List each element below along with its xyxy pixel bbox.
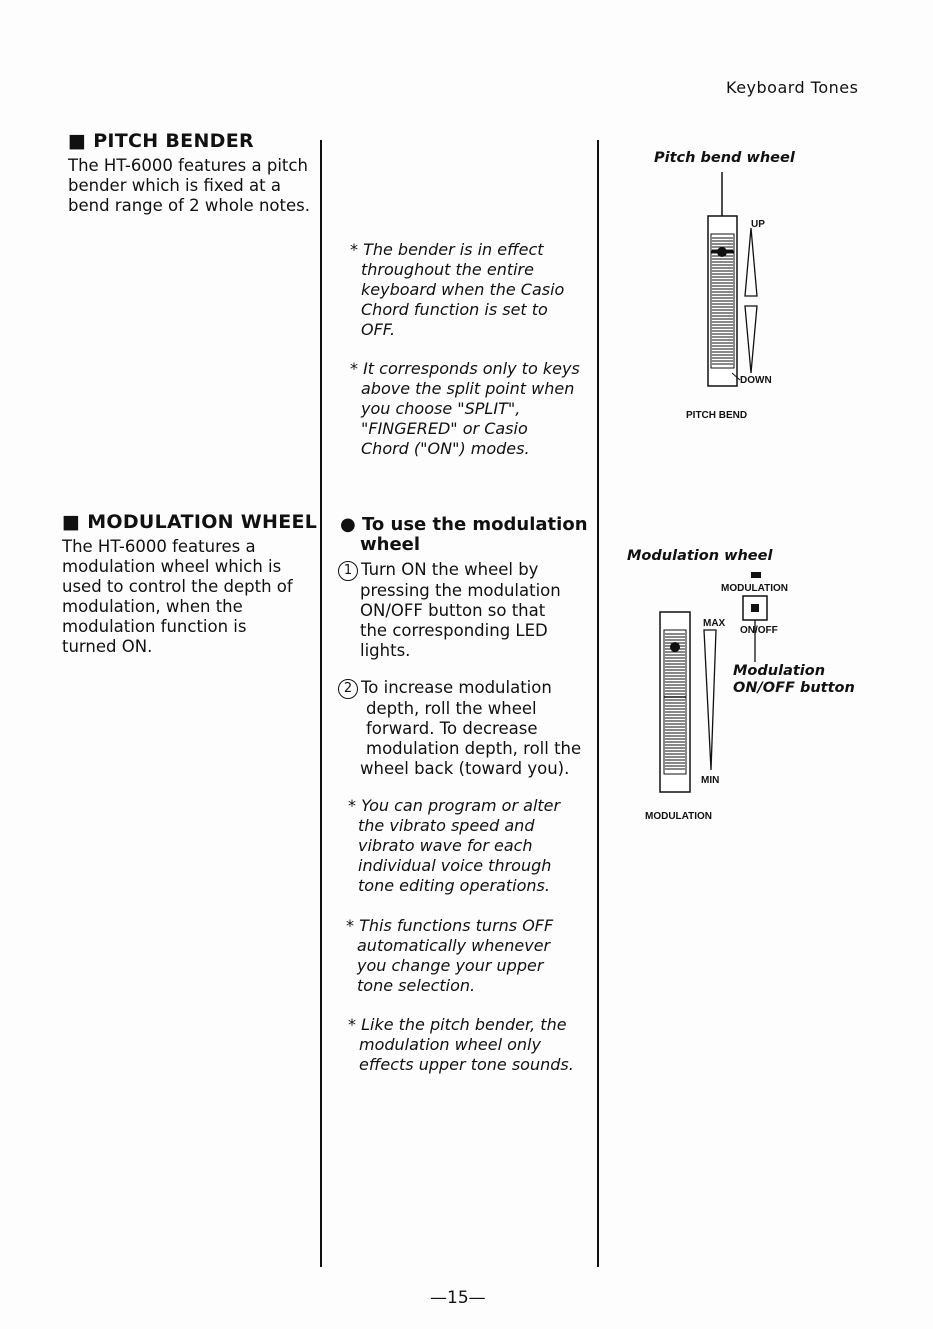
section-header: Keyboard Tones [726, 78, 859, 97]
pitch-bender-text: The HT-6000 features a pitch bender which is fixed at a bend range of 2 whole notes. [68, 156, 310, 215]
pitch-bend-diagram-title: Pitch bend wheel [654, 150, 795, 166]
modulation-note-2: * This functions turns OFF automatically whenever you change your upper tone selection. [346, 916, 554, 995]
modulation-diagram-title: Modulation wheel [627, 548, 773, 564]
mod-on-off-label: ON/OFF [740, 625, 778, 636]
pitch-up-label: UP [751, 219, 765, 230]
use-modulation-heading: ● To use the modulation wheel [340, 514, 588, 555]
modulation-bottom-label: MODULATION [645, 811, 713, 822]
bender-note-2: * It corresponds only to keys above the split point when you choose "SPLIT", "FINGERED" or Casio Chord ("ON") modes. [350, 359, 580, 458]
modulation-wheel-section [62, 511, 318, 657]
modulation-wheel-heading: ■ MODULATION WHEEL [62, 511, 318, 533]
step-2: 2 To increase modulation depth, roll the wheel forward. To decrease modulation depth, roll the wheel back (toward you). [338, 678, 588, 779]
round-bullet-icon: ● [340, 514, 356, 535]
pitch-down-label: DOWN [740, 375, 772, 386]
modulation-wheel-text: The HT-6000 features a modulation wheel which is used to control the depth of modulation, when the modulation function is turned ON. [62, 537, 293, 656]
pitch-bender-section [68, 130, 318, 216]
square-bullet-icon: ■ [62, 511, 81, 533]
modulation-note-1: * You can program or alter the vibrato speed and vibrato wave for each individual voice through tone editing operations. [348, 796, 561, 895]
modulation-top-label: MODULATION [721, 583, 789, 594]
mod-max-label: MAX [703, 618, 726, 629]
page-number: —15— [430, 1288, 486, 1308]
pitch-bender-heading: ■ PITCH BENDER [68, 130, 254, 152]
square-bullet-icon: ■ [68, 130, 87, 152]
column-divider-left [320, 140, 322, 1267]
mod-button-caption: Modulation ON/OFF button [733, 663, 855, 696]
pitch-bend-wheel-illustration [690, 168, 780, 398]
modulation-note-3: * Like the pitch bender, the modulation wheel only effects upper tone sounds. [348, 1015, 574, 1074]
step-number-1: 1 [338, 561, 358, 581]
pitch-bend-label: PITCH BEND [686, 410, 748, 421]
step-1: 1 Turn ON the wheel by pressing the modulation ON/OFF button so that the corresponding LED lights. [338, 560, 588, 661]
column-divider-right [597, 140, 599, 1267]
mod-min-label: MIN [701, 775, 720, 786]
bender-note-1: * The bender is in effect throughout the entire keyboard when the Casio Chord function is set to OFF. [350, 240, 565, 339]
step-number-2: 2 [338, 679, 358, 699]
